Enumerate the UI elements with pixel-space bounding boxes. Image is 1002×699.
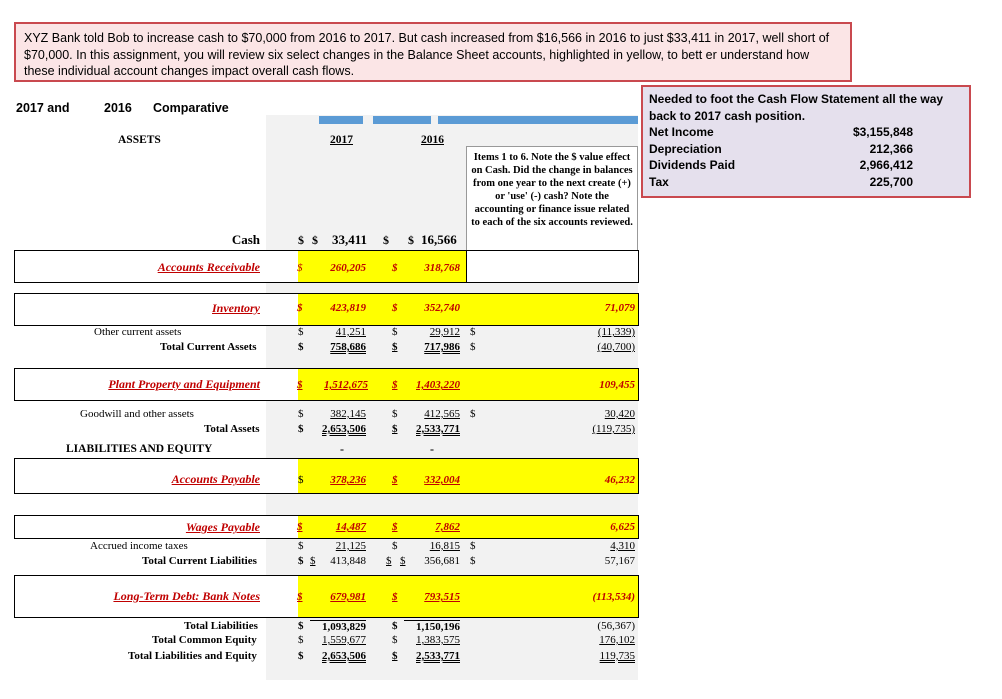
dollar-sign: $	[470, 540, 476, 552]
note-item: Depreciation 212,366	[649, 141, 913, 156]
cash-label: Cash	[231, 232, 260, 247]
cash-2016: 16,566	[421, 232, 457, 247]
intro-text: XYZ Bank told Bob to increase cash to $70,000 from 2016 to 2017. But cash increased from $16,566 in 2016 to just $33,411 in 2017, well short of $70,000. In this assignment, you will review six select changes in the Balance Sheet accounts, highlighted in yellow, to bett er understand how these individual account changes impact overall cash flows.	[14, 22, 852, 82]
wages-change: 6,625	[610, 521, 635, 533]
tcl-2016: 356,681	[424, 555, 460, 567]
ap-2016: 332,004	[424, 474, 460, 486]
col-header-2016: 2016	[421, 134, 444, 146]
ar-2017: 260,205	[330, 262, 366, 274]
dollar-sign: $	[298, 408, 304, 420]
dollar-sign: $	[392, 423, 398, 435]
dollar-sign: $	[298, 341, 304, 353]
dollar-sign: $	[383, 233, 389, 247]
ait-2016: 16,815	[429, 540, 460, 552]
dollar-sign: $	[470, 326, 476, 338]
tca-label: Total Current Assets	[160, 341, 257, 353]
tle-label: Total Liabilities and Equity	[128, 650, 257, 662]
tl-change: (56,367)	[597, 620, 635, 632]
header-year-2016: 2016	[104, 101, 132, 115]
ap-2017: 378,236	[330, 474, 366, 486]
dollar-sign: $	[392, 379, 398, 391]
ait-2017: 21,125	[335, 540, 366, 552]
tca-2016: 717,986	[424, 341, 460, 353]
goodwill-2017: 382,145	[330, 408, 366, 420]
ltd-2017: 679,981	[330, 591, 366, 603]
dollar-sign: $	[470, 408, 476, 420]
column-bar	[319, 116, 363, 124]
ltd-2016: 793,515	[424, 591, 460, 603]
wages-label: Wages Payable	[185, 520, 260, 534]
goodwill-2016: 412,565	[424, 408, 460, 420]
goodwill-change: 30,420	[604, 408, 635, 420]
dollar-sign: $	[298, 474, 304, 486]
note-item: Net Income $3,155,848	[649, 125, 913, 139]
tl-2017: 1,093,829	[310, 620, 366, 633]
column-bar	[438, 116, 638, 124]
dollar-sign: $	[298, 233, 304, 247]
instructions-box: Items 1 to 6. Note the $ value effect on Cash. Did the change in balances from one year to the next create (+) or 'use' (-) cash? Note the accounting or finance issue related to each of the six accounts reviewed.	[466, 146, 638, 252]
header-comparative: Comparative	[153, 101, 229, 115]
ppe-2016: 1,403,220	[416, 379, 460, 391]
dollar-sign: $	[298, 620, 304, 632]
oca-change: (11,339)	[597, 326, 635, 338]
dollar-sign: $	[297, 521, 303, 533]
dollar-sign: $	[392, 620, 398, 632]
oca-2017: 41,251	[335, 326, 366, 338]
dollar-sign: $	[392, 262, 398, 274]
tce-label: Total Common Equity	[152, 634, 257, 646]
tcl-2017: 413,848	[330, 555, 366, 567]
dollar-sign: $	[298, 634, 304, 646]
cash-flow-note	[641, 85, 971, 198]
tce-2017: 1,559,677	[322, 634, 366, 646]
inventory-change: 71,079	[604, 302, 635, 314]
dollar-sign: $	[312, 233, 318, 247]
ltd-label: Long-Term Debt: Bank Notes	[113, 589, 260, 603]
tle-2016: 2,533,771	[416, 650, 460, 662]
dollar-sign: $	[470, 555, 476, 567]
dollar-sign: $	[298, 423, 304, 435]
dollar-sign: $	[392, 326, 398, 338]
dollar-sign: $	[392, 634, 398, 646]
dollar-sign: $	[298, 540, 304, 552]
ait-label: Accrued income taxes	[90, 540, 188, 552]
dollar-sign: $	[392, 650, 398, 662]
tcl-change: 57,167	[604, 555, 635, 567]
dollar-sign: $	[392, 540, 398, 552]
dash: -	[340, 442, 344, 456]
wages-2016: 7,862	[435, 521, 460, 533]
wages-2017: 14,487	[335, 521, 366, 533]
tl-label: Total Liabilities	[184, 620, 258, 632]
dollar-sign: $	[470, 341, 476, 353]
oca-label: Other current assets	[94, 326, 182, 338]
ta-change: (119,735)	[592, 423, 635, 435]
tca-2017: 758,686	[330, 341, 366, 353]
ta-label: Total Assets	[204, 423, 260, 435]
header-year-2017: 2017 and	[16, 101, 70, 115]
ait-change: 4,310	[610, 540, 635, 552]
assets-heading: ASSETS	[118, 134, 161, 146]
note-item: Tax 225,700	[649, 174, 913, 189]
tce-change: 176,102	[599, 634, 635, 646]
dollar-sign: $	[392, 474, 398, 486]
ppe-label: Plant Property and Equipment	[108, 377, 260, 391]
dollar-sign: $	[392, 302, 398, 314]
tl-2016: 1,150,196	[404, 620, 460, 633]
dollar-sign: $	[297, 591, 303, 603]
dollar-sign: $	[298, 326, 304, 338]
ta-2017: 2,653,506	[322, 423, 366, 435]
note-item: Dividends Paid 2,966,412	[649, 158, 913, 172]
dollar-sign: $	[400, 555, 406, 567]
tle-change: 119,735	[599, 650, 635, 662]
dollar-sign: $	[298, 650, 304, 662]
ltd-change: (113,534)	[592, 591, 635, 603]
dollar-sign: $	[298, 555, 304, 567]
inventory-2016: 352,740	[424, 302, 460, 314]
ap-change: 46,232	[604, 474, 635, 486]
goodwill-label: Goodwill and other assets	[80, 408, 194, 420]
ar-label: Accounts Receivable	[157, 260, 260, 274]
liabilities-heading: LIABILITIES AND EQUITY	[66, 443, 213, 455]
tca-change: (40,700)	[597, 341, 635, 353]
dollar-sign: $	[408, 233, 414, 247]
dollar-sign: $	[310, 555, 316, 567]
dollar-sign: $	[392, 591, 398, 603]
ar-2016: 318,768	[424, 262, 460, 274]
ap-label: Accounts Payable	[171, 472, 260, 486]
dollar-sign: $	[297, 262, 303, 274]
oca-2016: 29,912	[429, 326, 460, 338]
ta-2016: 2,533,771	[416, 423, 460, 435]
tcl-label: Total Current Liabilities	[142, 555, 257, 567]
column-bar	[373, 116, 431, 124]
dollar-sign: $	[392, 521, 398, 533]
cash-2017: 33,411	[332, 232, 368, 247]
ppe-change: 109,455	[599, 379, 635, 391]
inventory-2017: 423,819	[330, 302, 366, 314]
dollar-sign: $	[392, 408, 398, 420]
dollar-sign: $	[392, 341, 398, 353]
col-header-2017: 2017	[330, 134, 353, 146]
dash: -	[430, 442, 434, 456]
dollar-sign: $	[386, 555, 392, 567]
note-title: Needed to foot the Cash Flow Statement all the way back to 2017 cash position.	[649, 92, 944, 123]
inventory-label: Inventory	[212, 301, 260, 315]
dollar-sign: $	[297, 302, 303, 314]
dollar-sign: $	[297, 379, 303, 391]
tle-2017: 2,653,506	[322, 650, 366, 662]
tce-2016: 1,383,575	[416, 634, 460, 646]
ppe-2017: 1,512,675	[324, 379, 368, 391]
